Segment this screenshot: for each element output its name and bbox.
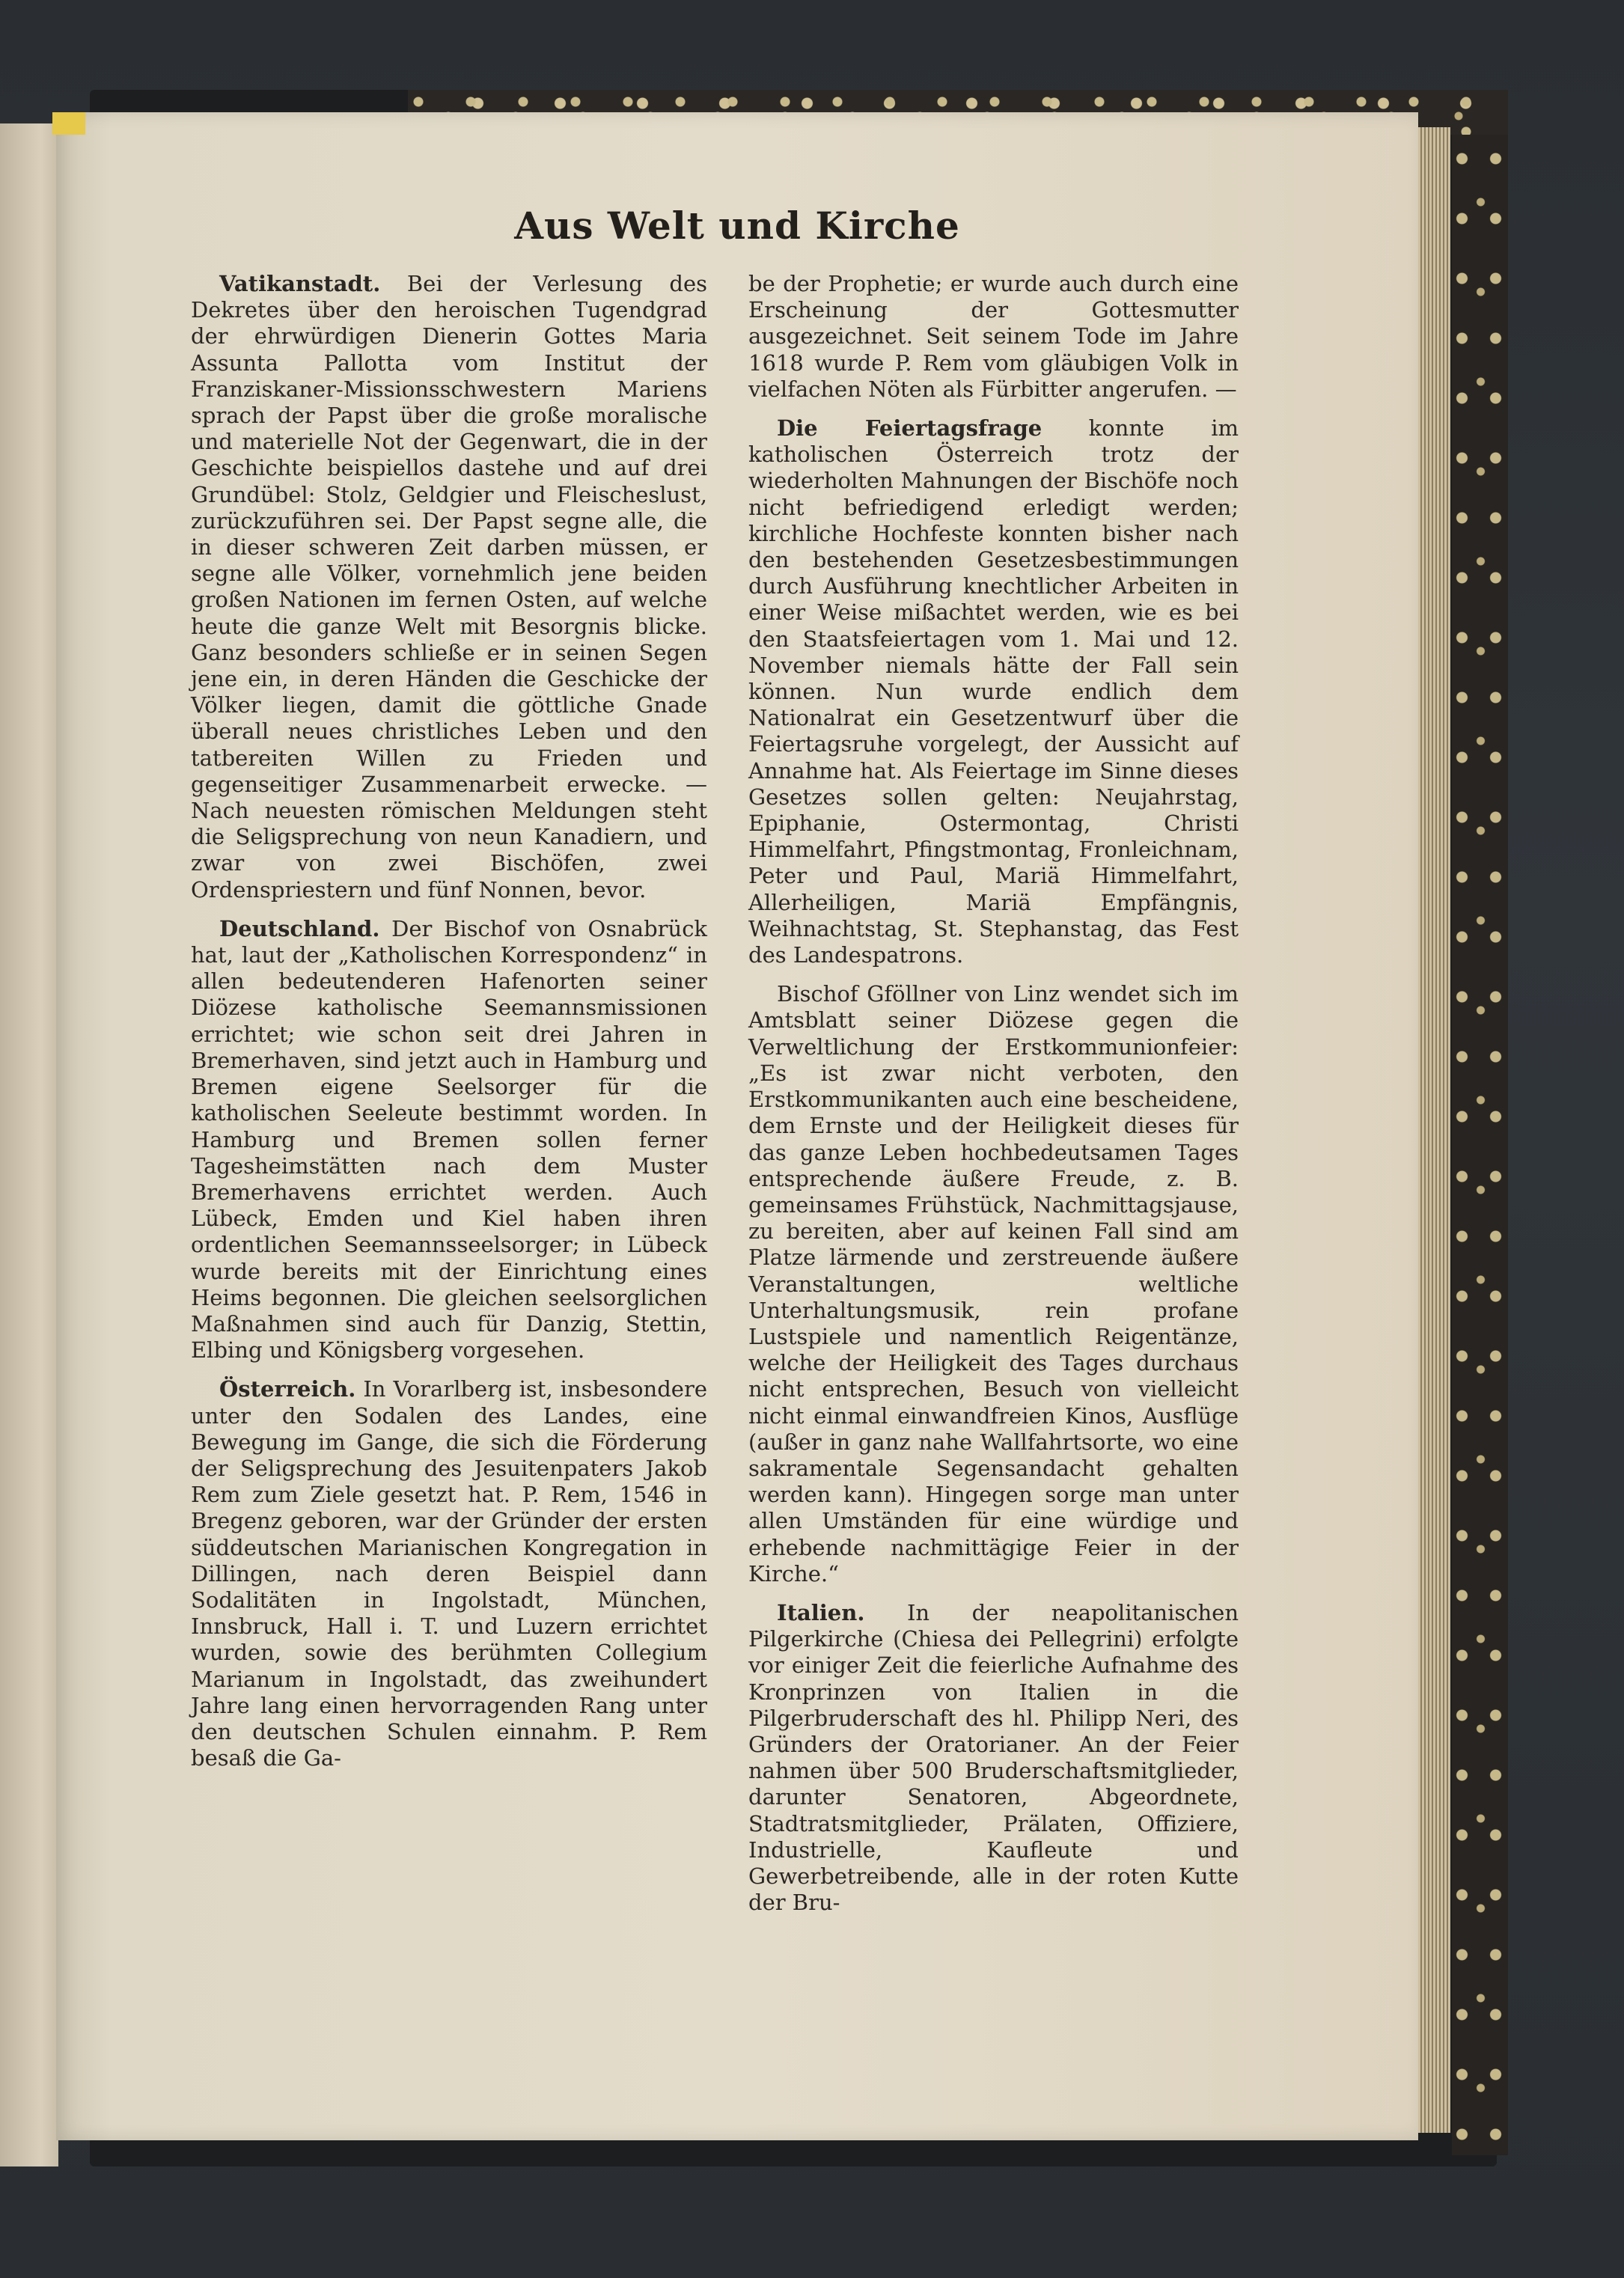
page-stack-edges — [1414, 127, 1450, 2133]
article-text: In Vorarlberg ist, insbesondere unter den Sodalen des Landes, eine Bewegung im Gange, die sich die Förderung der Seligsprechung des Jesuitenpaters Jakob Rem zum Ziele gesetzt hat. P. Rem, 1546 in Bregenz geboren, war der Gründer der ersten süddeutschen Marianischen Kongregation in Dillingen, nach deren Beispiel dann Sodalitäten in Ingolstadt, München, Innsbruck, Hall i. T. und Luzern errichtet wurden, sowie des berühmten Collegium Marianum in Ingolstadt, das zweihundert Jahre lang einen hervorragenden Rang unter den deutschen Schulen einnahm. P. Rem besaß die Ga- — [191, 1376, 707, 1771]
article-paragraph — [748, 981, 1239, 1587]
article-heading: Vatikanstadt. — [219, 271, 381, 296]
page-title: Aus Welt und Kirche — [514, 204, 960, 248]
article-paragraph — [191, 916, 707, 1364]
article-heading: Die Feiertagsfrage — [777, 415, 1043, 442]
left-column — [191, 271, 707, 1784]
article-heading: Österreich. — [219, 1376, 356, 1402]
article-text: Der Bischof von Osnabrück hat, laut der „Katholischen Korrespondenz“ in allen bedeutenderen Hafenorten seiner Diözese katholische Seemannsmissionen errichtet; wie schon seit drei Jahren in Bremerhaven, sind jetzt auch in Hamburg und Bremen eigene Seelsorger für die katholischen Seeleute bestimmt worden. In Hamburg und Bremen sollen ferner Tagesheimstätten nach dem Muster Bremerhavens errichtet werden. Auch Lübeck, Emden und Kiel haben ihren ordentlichen Seemannsseelsorger; in Lübeck wurde bereits mit der Einrichtung eines Heims begonnen. Die gleichen seelsorglichen Maßnahmen sind auch für Danzig, Stettin, Elbing und Königsberg vorgesehen. — [191, 915, 708, 1364]
article-heading: Deutschland. — [219, 915, 380, 941]
article-text: In der neapolitanischen Pilgerkirche (Chiesa dei Pellegrini) erfolgte vor einiger Zeit die feierliche Aufnahme des Kronprinzen von Italien in die Pilgerbruderschaft des hl. Philipp Neri, des Gründers der Oratorianer. An der Feier nahmen über 500 Bruderschaftsmitglieder, darunter Senatoren, Abgeordnete, Stadtratsmitglieder, Prälaten, Offiziere, Industrielle, Kaufleute und Gewerbetreibende, alle in der roten Kutte der Bru- — [748, 1599, 1239, 1916]
article-paragraph — [748, 415, 1239, 968]
article-text: konnte im katholischen Österreich trotz der wiederholten Mahnungen der Bischöfe noch nicht befriedigend erledigt werden; kirchliche Hochfeste konnten bisher nach den bestehenden Gesetzesbestimmungen durch Ausführung knechtlicher Arbeiten in einer Weise mißachtet werden, wie es bei den Staatsfeiertagen vom 1. Mai und 12. November niemals hätte der Fall sein können. Nun wurde endlich dem Nationalrat ein Gesetzentwurf über die Feiertagsruhe vorgelegt, der Aussicht auf Annahme hat. Als Feiertage im Sinne dieses Gesetzes sollen gelten: Neujahrstag, Epiphanie, Ostermontag, Christi Himmelfahrt, Pfingstmontag, Fronleichnam, Peter und Paul, Mariä Himmelfahrt, Allerheiligen, Mariä Empfängnis, Weihnachtstag, St. Stephanstag, das Fest des Landespatrons. — [748, 415, 1239, 968]
article-text: Bei der Verlesung des Dekretes über den heroischen Tugendgrad der ehrwürdigen Dienerin Gottes Maria Assunta Pallotta vom Institut der Franziskaner-Missionsschwestern Mariens sprach der Papst über die große moralische und materielle Not der Gegenwart, die in der Geschichte beispiellos dastehe und auf drei Grundübel: Stolz, Geldgier und Fleischeslust, zurückzuführen sei. Der Papst segne alle, die in dieser schweren Zeit darben müssen, er segne alle Völker, vornehmlich jene beiden großen Nationen im fernen Osten, auf welche heute die ganze Welt mit Besorgnis blicke. Ganz besonders schließe er in seinen Segen jene ein, in deren Händen die Geschicke der Völker liegen, damit die göttliche Gnade überall neues christliches Leben und den tatbereiten Willen zu Frieden und gegenseitiger Zusammenarbeit erwecke. — Nach neuesten römischen Meldungen steht die Seligsprechung von neun Kanadiern, und zwar von zwei Bischöfen, zwei Ordenspriestern und fünf Nonnen, bevor. — [191, 271, 707, 903]
article-paragraph — [748, 271, 1239, 403]
article-text: be der Prophetie; er wurde auch durch eine Erscheinung der Gottesmutter ausgezeichnet. Seit seinem Tode im Jahre 1618 wurde P. Rem vom gläubigen Volk in vielfachen Nöten als Fürbitter angerufen. — — [748, 271, 1239, 402]
facing-page-edge — [0, 123, 58, 2166]
tape-mark — [52, 112, 85, 135]
article-text: Bischof Gföllner von Linz wendet sich im Amtsblatt seiner Diözese gegen die Verweltlichung der Erstkommunionfeier: „Es ist zwar nicht verboten, den Erstkommunikanten auch eine bescheidene, dem Ernste und der Heiligkeit dieses für das ganze Leben hochbedeutsamen Tages entsprechende äußere Freude, z. B. gemeinsames Frühstück, Nachmittagsjause, zu bereiten, aber auf keinen Fall sind am Platze lärmende und zerstreuende äußere Veranstaltungen, weltliche Unterhaltungsmusik, rein profane Lustspiele und namentlich Reigentänze, welche der Heiligkeit des Tages durchaus nicht entsprechen, Besuch von vielleicht nicht einmal einwandfreien Kinos, Ausflüge (außer in ganz nahe Wallfahrtsorte, wo eine sakramentale Segensandacht gehalten werden kann). Hingegen sorge man unter allen Umständen für eine würdige und erhebende nachmittägige Feier in der Kirche.“ — [748, 981, 1239, 1587]
article-paragraph — [191, 271, 707, 903]
right-column — [748, 271, 1239, 1929]
article-paragraph — [191, 1376, 707, 1771]
article-paragraph — [748, 1600, 1239, 1916]
article-heading: Italien. — [777, 1599, 865, 1625]
marbled-board-right — [1452, 135, 1508, 2155]
